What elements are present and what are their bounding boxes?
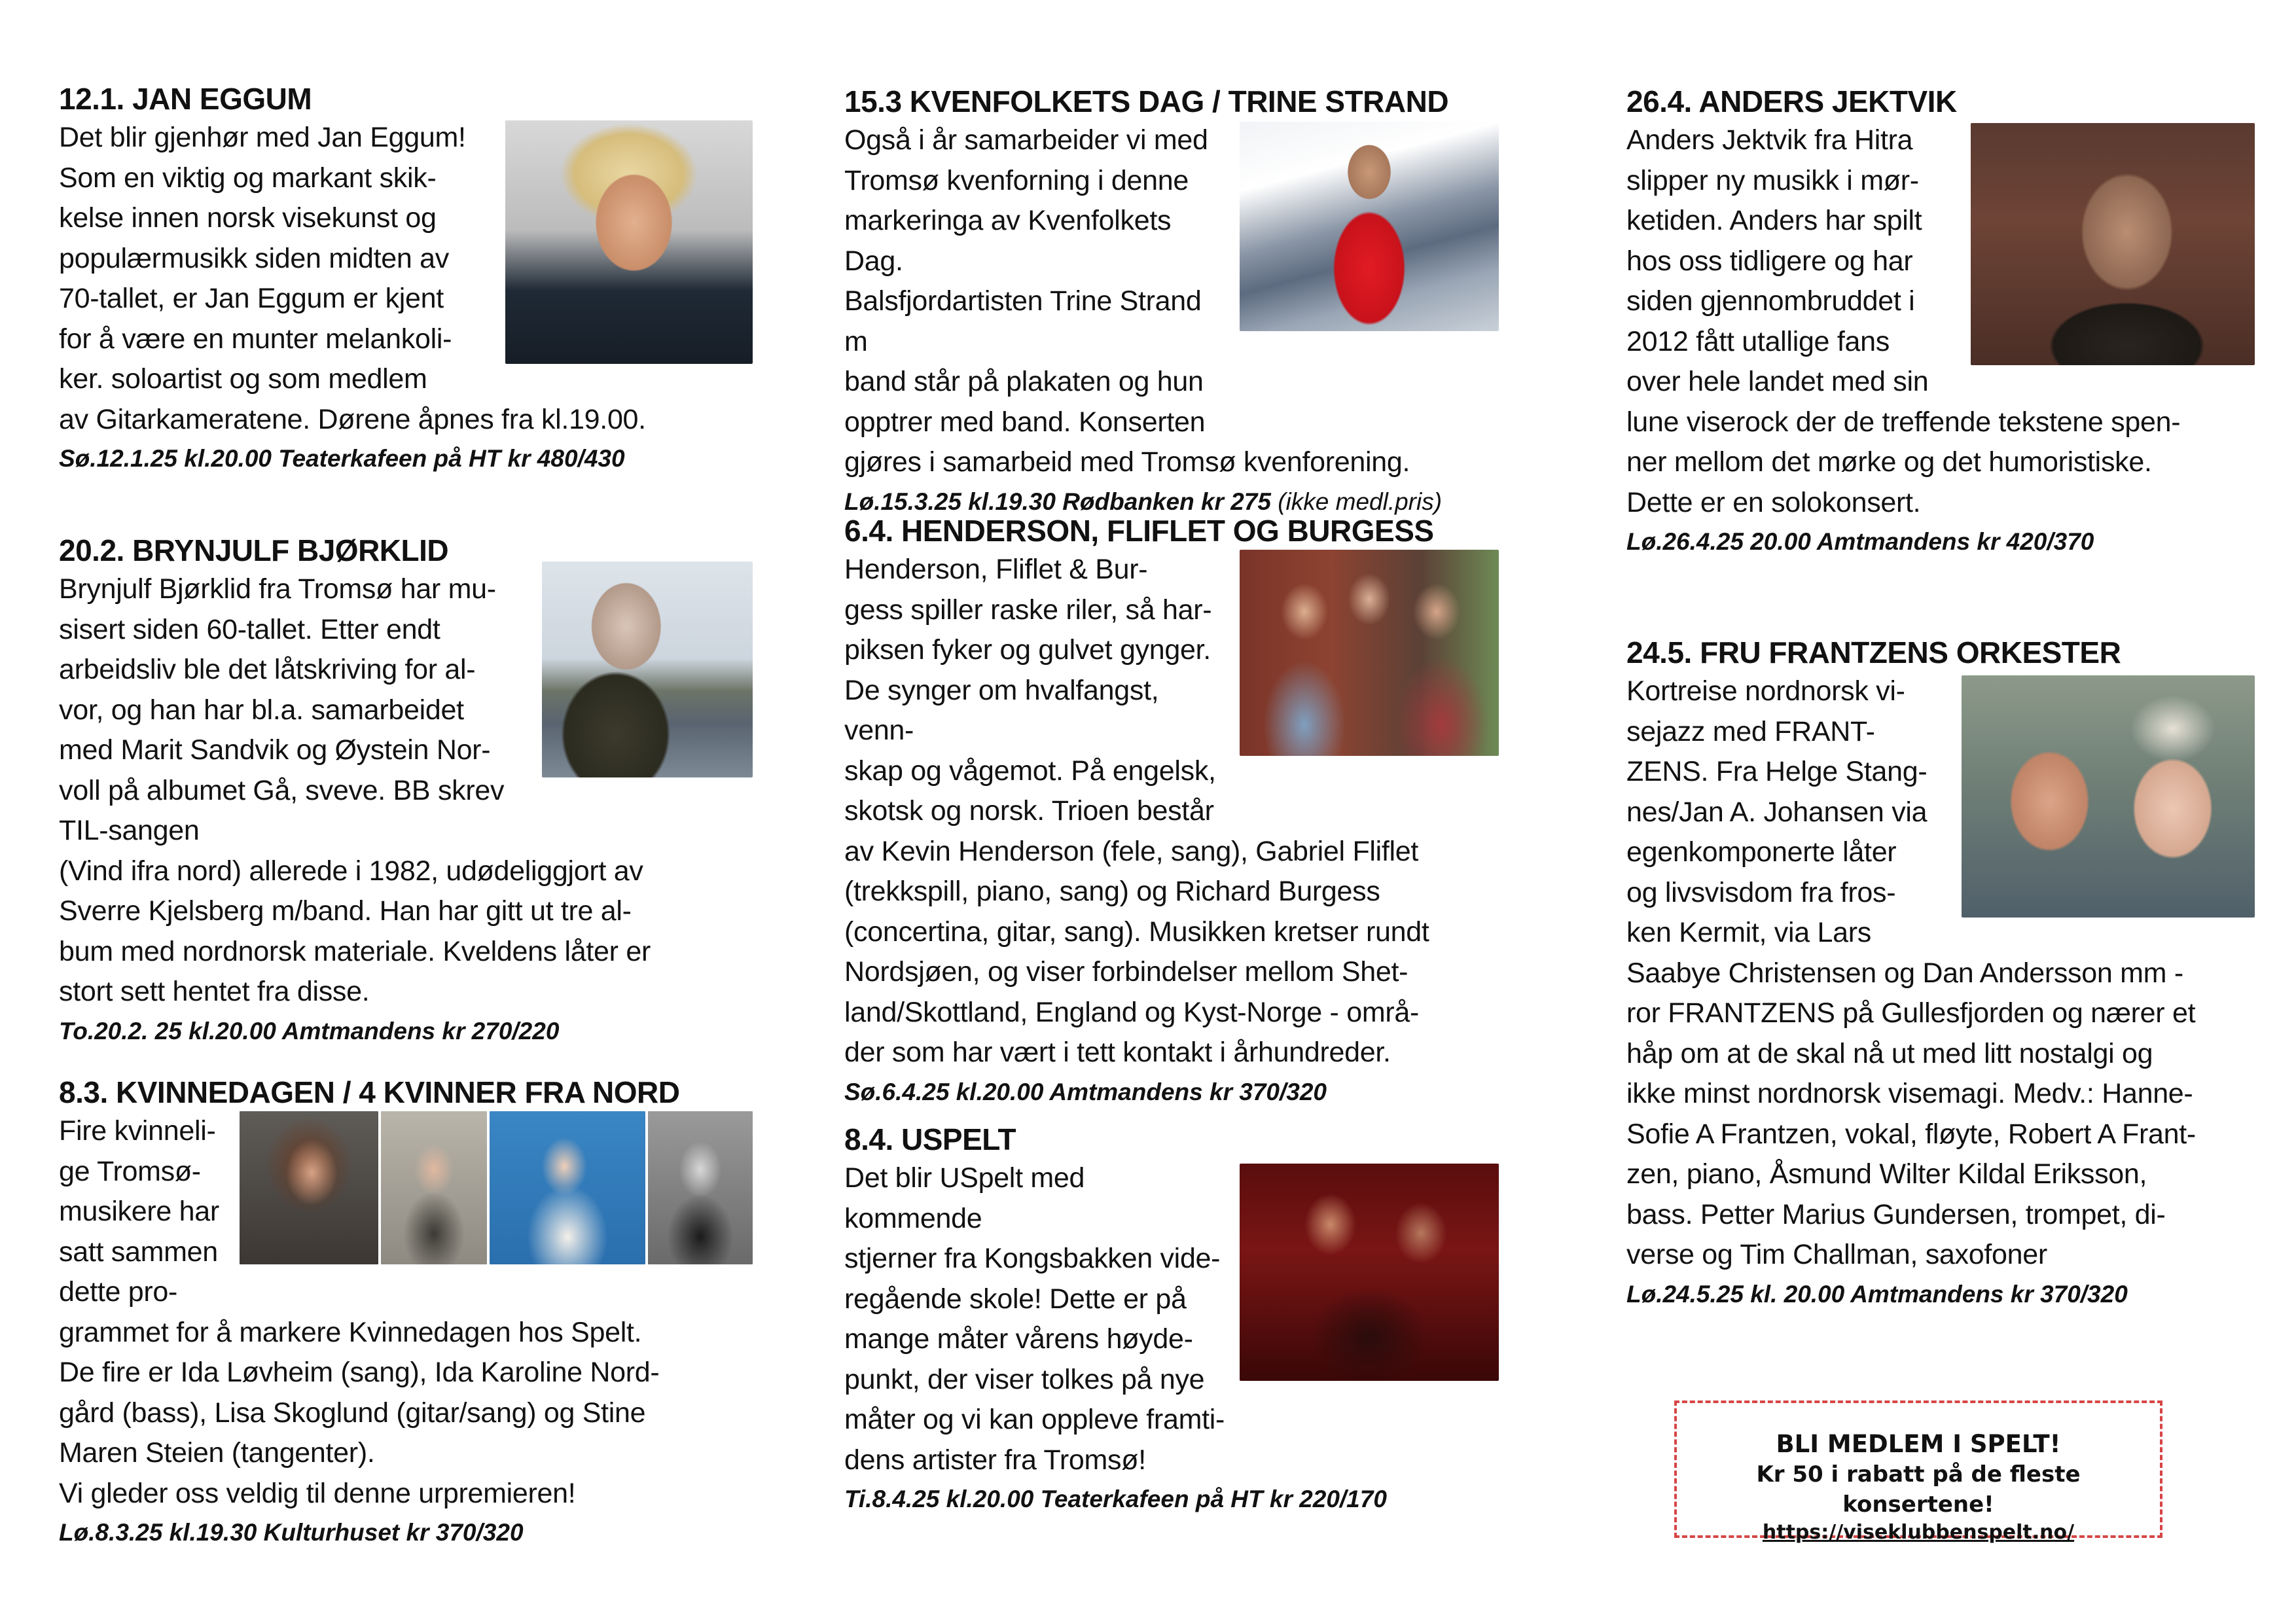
portrait-photo: [381, 1111, 487, 1264]
jan-eggum-photo: [505, 120, 753, 364]
trine-strand-photo: [1240, 122, 1499, 331]
event-jan-eggum: [59, 80, 753, 475]
event-title: 8.3. KVINNEDAGEN / 4 KVINNER FRA NORD: [59, 1075, 680, 1109]
anders-jektvik-photo: [1971, 123, 2255, 365]
event-info: Sø.6.4.25 kl.20.00 Amtmandens kr 370/320: [844, 1078, 1327, 1105]
event-fru-frantzens-orkester: [1626, 633, 2255, 1311]
event-info: Lø.15.3.25 kl.19.30 Rødbanken kr 275 (ikke medl.pris): [844, 488, 1443, 515]
portrait-photo: [490, 1111, 645, 1264]
event-info: Lø.26.4.25 20.00 Amtmandens kr 420/370: [1626, 528, 2094, 555]
event-info: Lø.24.5.25 kl. 20.00 Amtmandens kr 370/320: [1626, 1280, 2128, 1308]
event-info: Sø.12.1.25 kl.20.00 Teaterkafeen på HT kr 480/430: [59, 445, 625, 472]
membership-box: [1674, 1400, 2162, 1544]
event-brynjulf-bjorklid: [59, 531, 753, 1048]
event-uspelt: [844, 1120, 1499, 1516]
brynjulf-bjorklid-photo: [542, 562, 753, 777]
membership-title: BLI MEDLEM I SPELT!: [1776, 1430, 2061, 1458]
event-henderson-fliflet-burgess: [844, 512, 1499, 1109]
event-title: 24.5. FRU FRANTZENS ORKESTER: [1626, 635, 2121, 669]
event-description: Også i år samarbeider vi med Tromsø kvenforning i denne markeringa av Kvenfolkets Dag. Balsfjordartisten Trine Strand m band står på plakaten og hun opptrer med band. Konserten gjøres i samarbeid med Tromsø kvenforening.: [844, 124, 1410, 478]
event-info: To.20.2. 25 kl.20.00 Amtmandens kr 270/220: [59, 1017, 560, 1044]
membership-offer: Kr 50 i rabatt på de fleste konsertene!: [1756, 1461, 2081, 1518]
event-title: 8.4. USPELT: [844, 1122, 1016, 1156]
event-description: Det blir gjenhør med Jan Eggum! Som en viktig og markant skik- kelse innen norsk visekunst og populærmusikk siden midten av 70-tallet, er Jan Eggum er kjent for å være en munter melankoli- ker. soloartist og som medlem av Gitarkameratene. Dørene åpnes fra kl.19.00.: [59, 122, 646, 435]
event-anders-jektvik: [1626, 82, 2255, 558]
event-description: Det blir USpelt med kommende stjerner fra Kongsbakken vide- regående skole! Dette er på mange måter vårens høyde- punkt, der viser tolkes på nye måter og vi kan oppleve framti- dens artister fra Tromsø!: [844, 1162, 1225, 1476]
event-info: Ti.8.4.25 kl.20.00 Teaterkafeen på HT kr 220/170: [844, 1486, 1387, 1512]
uspelt-photo: [1240, 1164, 1499, 1381]
event-kvinnedagen: [59, 1073, 753, 1549]
event-description: Anders Jektvik fra Hitra slipper ny musikk i mør- ketiden. Anders har spilt hos oss tidligere og har siden gjennombruddet i 2012 fått utallige fans over hele landet med sin lune viserock der de treffende tekstene spen- ner mellom det mørke og det humoristiske. Dette er en solokonsert.: [1626, 124, 2181, 518]
henderson-fliflet-burgess-photo: [1240, 550, 1499, 756]
event-title: 20.2. BRYNJULF BJØRKLID: [59, 533, 449, 567]
event-title: 12.1. JAN EGGUM: [59, 82, 312, 116]
event-title: 15.3 KVENFOLKETS DAG / TRINE STRAND: [844, 84, 1449, 118]
membership-link[interactable]: https://viseklubbenspelt.no/: [1762, 1521, 2075, 1544]
event-description: Fire kvinneli- ge Tromsø- musikere har satt sammen dette pro- grammet for å markere Kvinnedagen hos Spelt. De fire er Ida Løvheim (sang), Ida Karoline Nord- gård (bass), Lisa Skoglund (gitar/sang) og Stine Maren Steien (tangenter). Vi gleder oss veldig til denne urpremieren!: [59, 1115, 660, 1509]
four-women-photos: [240, 1111, 753, 1264]
event-description: Brynjulf Bjørklid fra Tromsø har mu- sisert siden 60-tallet. Etter endt arbeidsliv ble det låtskriving for al- vor, og han har bl.a. samarbeidet med Marit Sandvik og Øystein Nor- voll på albumet Gå, sveve. BB skrev TIL-sangen (Vind ifra nord) allerede i 1982, udødeliggjort av Sverre Kjelsberg m/band. Han har gitt ut tre al- bum med nordnorsk materiale. Kveldens låter er stort sett hentet fra disse.: [59, 573, 651, 1007]
event-info: Lø.8.3.25 kl.19.30 Kulturhuset kr 370/320: [59, 1519, 524, 1546]
event-description: Kortreise nordnorsk vi- sejazz med FRANT- ZENS. Fra Helge Stang- nes/Jan A. Johansen via egenkomponerte låter og livsvisdom fra fros- ken Kermit, via Lars Saabye Christensen og Dan Andersson mm - ror FRANTZENS på Gullesfjorden og nærer et håp om at de skal nå ut med litt nostalgi og ikke minst nordnorsk visemagi. Medv.: Hanne- Sofie A Frantzen, vokal, fløyte, Robert A Frant- zen, piano, Åsmund Wilter Kildal Eriksson, bass. Petter Marius Gundersen, trompet, di- verse og Tim Challman, saxofoner: [1626, 675, 2196, 1270]
portrait-photo: [648, 1111, 753, 1264]
event-kvenfolkets-dag: [844, 82, 1499, 518]
frantzen-photo: [1962, 675, 2255, 918]
event-title: 26.4. ANDERS JEKTVIK: [1626, 84, 1957, 118]
event-title: 6.4. HENDERSON, FLIFLET OG BURGESS: [844, 514, 1434, 548]
portrait-photo: [240, 1111, 378, 1264]
event-description: Henderson, Fliflet & Bur- gess spiller raske riler, så har- piksen fyker og gulvet gynger. De synger om hvalfangst, venn- skap og vågemot. På engelsk, skotsk og norsk. Trioen består av Kevin Henderson (fele, sang), Gabriel Fliflet (trekkspill, piano, sang) og Richard Burgess (concertina, gitar, sang). Musikken kretser rundt Nordsjøen, og viser forbindelser mellom Shet- land/Skottland, England og Kyst-Norge - områ- der som har vært i tett kontakt i århundreder.: [844, 554, 1429, 1068]
